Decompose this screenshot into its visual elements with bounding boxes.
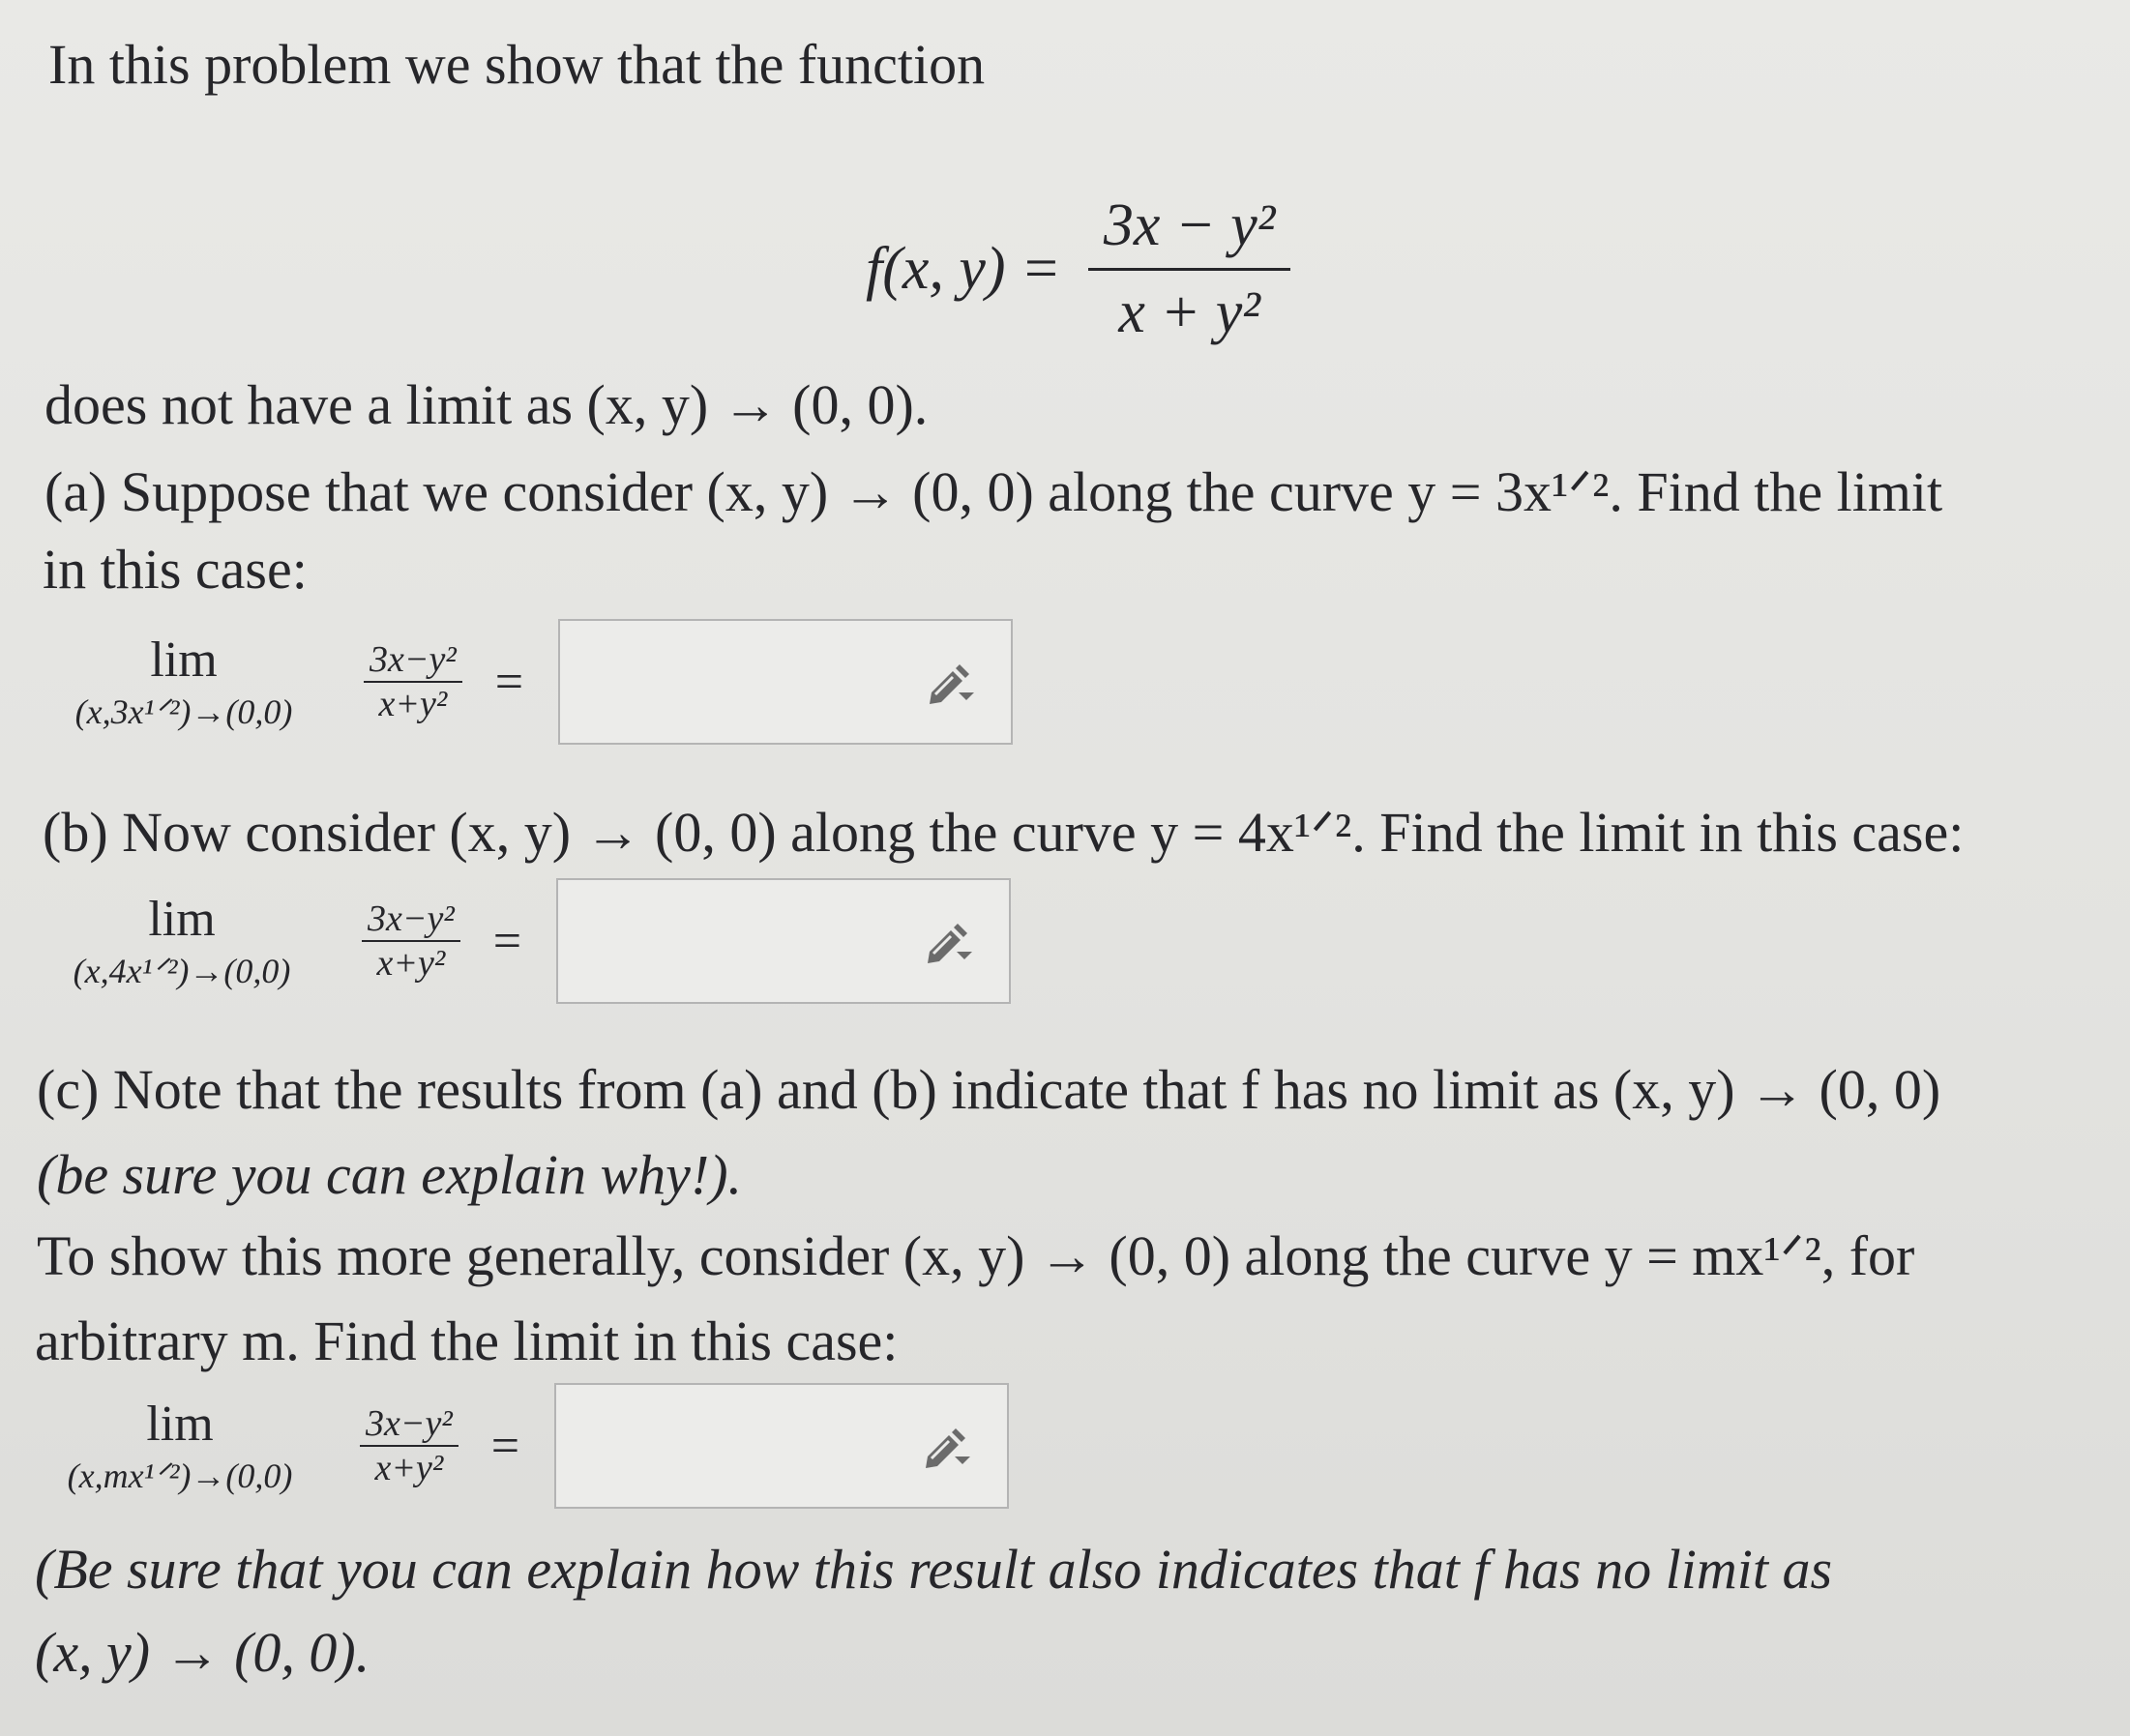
function-lhs: f(x, y) = <box>866 236 1061 302</box>
part-c-line3: To show this more generally, consider (x, y) → (0, 0) along the curve y = mx¹ᐟ², for <box>37 1224 1915 1287</box>
equals-sign: = <box>494 654 524 710</box>
answer-input-c[interactable] <box>554 1383 1009 1509</box>
lim-word: lim <box>150 632 218 688</box>
limit-operator <box>39 633 329 732</box>
lim-subscript: (x,mx¹ᐟ²)→(0,0) <box>67 1456 293 1495</box>
limit-numerator: 3x−y² <box>368 898 455 939</box>
limit-fraction <box>362 897 460 985</box>
equals-sign: = <box>490 1418 520 1474</box>
part-b-limit <box>37 878 1011 1004</box>
answer-input-b[interactable] <box>556 878 1011 1004</box>
lim-subscript: (x,3x¹ᐟ²)→(0,0) <box>74 691 293 731</box>
part-c-limit <box>35 1383 1009 1509</box>
limit-operator <box>37 892 327 991</box>
equals-sign: = <box>492 913 522 969</box>
limit-statement: does not have a limit as (x, y) → (0, 0). <box>44 373 929 436</box>
lim-word: lim <box>146 1396 214 1452</box>
limit-fraction <box>360 1402 459 1489</box>
part-a-line2: in this case: <box>43 538 308 601</box>
pencil-icon[interactable] <box>920 1424 974 1474</box>
part-a-limit <box>39 619 1013 745</box>
closing-line2: (x, y) → (0, 0). <box>35 1621 370 1684</box>
closing-line1: (Be sure that you can explain how this result also indicates that f has no limit as <box>35 1538 1833 1601</box>
part-b-line1: (b) Now consider (x, y) → (0, 0) along the curve y = 4x¹ᐟ². Find the limit in this case: <box>43 801 1965 864</box>
pencil-icon[interactable] <box>922 919 976 969</box>
lim-word: lim <box>148 891 216 947</box>
answer-input-a[interactable] <box>558 619 1013 745</box>
part-c-line1: (c) Note that the results from (a) and (b) indicate that f has no limit as (x, y) → (0, 0) <box>37 1058 1941 1121</box>
limit-operator <box>35 1397 325 1496</box>
intro-text: In this problem we show that the function <box>48 33 986 96</box>
function-definition <box>866 184 1290 355</box>
limit-denominator: x+y² <box>374 1448 444 1488</box>
part-a-line1: (a) Suppose that we consider (x, y) → (0, 0) along the curve y = 3x¹ᐟ². Find the limit <box>44 460 1943 523</box>
limit-denominator: x+y² <box>376 943 446 984</box>
limit-numerator: 3x−y² <box>366 1403 453 1444</box>
part-c-line2: (be sure you can explain why!). <box>37 1143 743 1206</box>
function-numerator: 3x − y² <box>1103 192 1276 258</box>
function-denominator: x + y² <box>1118 280 1260 345</box>
limit-denominator: x+y² <box>378 684 448 724</box>
lim-subscript: (x,4x¹ᐟ²)→(0,0) <box>73 951 291 990</box>
limit-numerator: 3x−y² <box>370 639 457 680</box>
function-fraction <box>1088 184 1290 355</box>
limit-fraction <box>364 638 462 725</box>
part-c-line4: arbitrary m. Find the limit in this case: <box>35 1309 899 1372</box>
pencil-icon[interactable] <box>924 660 978 710</box>
